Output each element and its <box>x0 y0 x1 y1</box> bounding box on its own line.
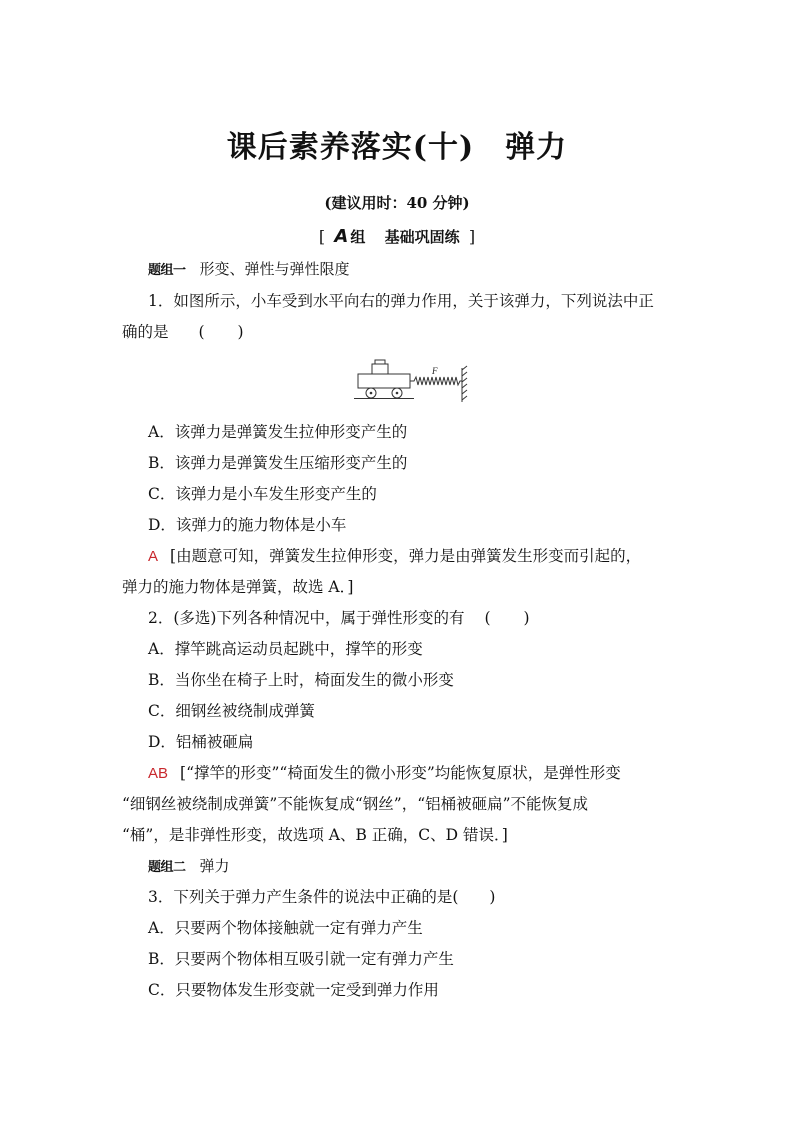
q1-answer: A <box>148 548 159 565</box>
q3-option-a: A．只要两个物体接触就一定有弹力产生 <box>148 919 423 937</box>
q3-stem: 3．下列关于弹力产生条件的说法中正确的是( ) <box>148 888 496 906</box>
q2-option-d: D．铝桶被砸扁 <box>148 733 254 751</box>
q1-explanation-line1 <box>148 546 688 567</box>
q2-option-c: C．细钢丝被绕制成弹簧 <box>148 702 315 720</box>
q3-option-c: C．只要物体发生形变就一定受到弹力作用 <box>148 981 439 999</box>
q2-explanation-line3: “桶”，是非弹性形变，故选项 A、B 正确，C、D 错误．] <box>122 826 508 844</box>
group-close-bracket: ] <box>468 227 476 246</box>
q2-explanation-text: [“撑竿的形变”“椅面发生的微小形变”均能恢复原状，是弹性形变 <box>180 764 621 782</box>
q1-option-a: A．该弹力是弹簧发生拉伸形变产生的 <box>148 423 408 441</box>
q3-option-b: B．只要两个物体相互吸引就一定有弹力产生 <box>148 950 454 968</box>
topic-label: 题组二 <box>148 860 186 875</box>
q2-explanation-line2: “细钢丝被绕制成弹簧”不能恢复成“钢丝”，“铝桶被砸扁”不能恢复成 <box>122 795 589 813</box>
weight-block <box>372 364 388 374</box>
group-open-bracket: [ <box>318 227 326 246</box>
group-header <box>0 226 794 247</box>
q1-explanation-text: [由题意可知，弹簧发生拉伸形变，弹力是由弹簧发生形变而引起的， <box>170 547 642 565</box>
spring <box>410 377 462 385</box>
topic-heading-1 <box>148 259 688 281</box>
topic-heading-2 <box>148 856 688 878</box>
cart-spring-figure <box>354 352 470 408</box>
q1-option-c: C．该弹力是小车发生形变产生的 <box>148 485 377 503</box>
q1-stem-line2-text: 确的是 <box>122 323 169 341</box>
q2-stem-text: 2．(多选)下列各种情况中，属于弹性形变的有 <box>148 609 465 627</box>
q2-answer-paren: ( ) <box>484 609 544 627</box>
force-label: F <box>432 366 438 376</box>
q2-stem <box>148 608 688 628</box>
group-word: 组 <box>350 228 366 246</box>
group-letter: A <box>334 226 349 247</box>
q2-explanation-line1 <box>148 763 688 784</box>
cart-body <box>358 374 410 388</box>
q1-answer-paren: ( ) <box>198 323 258 341</box>
page-title: 课后素养落实(十) 弹力 <box>226 130 568 165</box>
q1-option-b: B．该弹力是弹簧发生压缩形变产生的 <box>148 454 408 472</box>
q2-answer: AB <box>148 765 169 782</box>
time-note: (建议用时：40 分钟) <box>324 194 470 212</box>
topic-text: 形变、弹性与弹性限度 <box>199 260 350 278</box>
q2-option-a: A．撑竿跳高运动员起跳中，撑竿的形变 <box>148 640 423 658</box>
q1-stem-line2 <box>122 322 662 342</box>
q2-option-b: B．当你坐在椅子上时，椅面发生的微小形变 <box>148 671 454 689</box>
q1-explanation-line2: 弹力的施力物体是弹簧，故选 A．] <box>122 578 354 596</box>
group-name: 基础巩固练 <box>384 228 460 246</box>
topic-label: 题组一 <box>148 263 186 278</box>
weight-top <box>375 360 385 364</box>
topic-text: 弹力 <box>199 857 230 875</box>
q1-option-d: D．该弹力的施力物体是小车 <box>148 516 347 534</box>
q1-stem-line1: 1．如图所示，小车受到水平向右的弹力作用，关于该弹力，下列说法中正 <box>148 292 654 310</box>
